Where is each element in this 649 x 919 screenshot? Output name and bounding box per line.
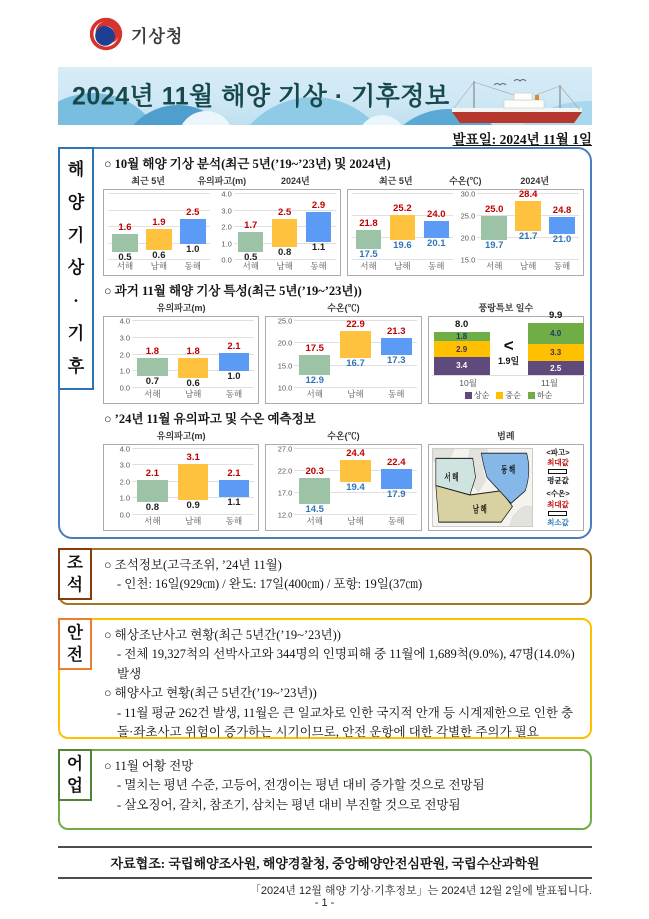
category-label: 남해 [150,261,168,272]
category-label: 남해 [347,515,364,526]
category-labels [477,260,579,273]
segment-상순: 3.4 [434,357,490,375]
south-sea-label: 남 해 [472,504,487,515]
next-issue-notice: 「2024년 12월 해양 기상·기후정보」는 2024년 12월 2일에 발표됩니다. [249,885,592,897]
axis-tick-label: 2.0 [119,477,130,487]
category-label: 서해 [485,261,503,272]
plot-area [294,318,416,387]
category-label: 동해 [553,261,571,272]
bar-max-value: 25.2 [393,203,412,215]
bar-min-value: 17.9 [387,488,406,500]
axis-tick-label: 27.0 [277,444,293,454]
category-label: 동해 [388,515,405,526]
stacked-bar-10월 [434,318,490,375]
bar-min-value: 21.0 [552,233,572,245]
bar-min-value: 0.7 [145,376,159,388]
bar-min-value: 0.9 [186,500,200,512]
group-label-left: 최근 5년 [378,176,413,186]
bar-max-value: 2.1 [145,468,159,480]
bar-min-value: 19.4 [346,482,365,494]
legend-item-하순 [528,390,552,401]
segment-하순: 4.0 [528,323,584,344]
range-bar-서해 [137,358,168,376]
range-bar-남해 [515,201,540,231]
chart-title-row [265,428,421,444]
segment-하순: 1.8 [434,332,490,341]
segment-상순: 2.5 [528,361,584,374]
stacked-bar-11월 [528,309,584,375]
category-label: 서해 [306,515,323,526]
axis-tick-label: 3.0 [119,333,130,343]
legend-title: 범례 [497,430,515,441]
chart-title-row [103,428,259,444]
axis-tick-label: 20.0 [277,338,293,348]
bar-max-value: 20.3 [305,466,324,478]
axis-tick-label: 10.0 [277,383,293,393]
axis-tick-label: 17.0 [277,488,293,498]
bar-min-value: 21.7 [518,230,538,242]
bar-min-value: 19.7 [484,239,504,251]
page-title: 2024년 11월 해양 기상 · 기후정보 [72,82,450,111]
chart-title-row [265,300,421,316]
category-label: 서해 [242,261,259,272]
stacked-legend [432,389,586,402]
chart-plot-box [265,444,421,531]
plot-area [234,194,336,264]
chart-title: 유의파고(m) [156,303,206,314]
category-label: 남해 [276,261,293,272]
segment-중순: 3.3 [528,344,584,361]
axis-tick-label: 2.0 [221,222,232,232]
bar-group [108,194,210,273]
legend-swatch-icon [496,392,503,399]
chart-past-temp [265,300,421,403]
comparison-column [494,337,524,375]
category-label: 동해 [388,388,405,399]
bar-min-value: 17.3 [387,355,406,367]
chart-title: 수온(℃) [449,176,482,186]
gridline [294,387,416,388]
category-label: 서해 [144,388,161,399]
axis-tick-label: 4.0 [119,444,130,454]
chart-title-row [103,173,341,189]
map-panel-box [428,444,584,531]
bar-max-value: 24.8 [552,205,572,216]
plot-area [108,194,210,264]
bar-max-value: 2.5 [278,206,292,218]
axis-tick-label: 12.0 [277,510,293,520]
stacked-total-label: 8.0 [455,318,469,330]
range-bar-남해 [390,215,415,240]
data-credit: 자료협조: 국립해양조사원, 해양경찰청, 중앙해양안전심판원, 국립수산과학원 [58,846,592,879]
bar-min-value: 17.5 [359,249,378,261]
group-label-right: 2024년 [280,176,310,186]
forecast-header: ○ ’24년 11월 유의파고 및 수온 예측정보 [104,411,316,426]
safety-bullet-2: ○ 해양사고 현황(최근 5년간(’19~’23년)) [104,686,317,701]
bar-max-value: 28.4 [518,189,538,201]
axis-tick-label: 1.0 [119,493,130,503]
label-char: 석 [67,574,83,594]
y-axis-ticks [108,444,132,520]
label-char: 양 [67,192,85,212]
fishery-content [60,751,590,821]
bar-max-value: 21.8 [359,218,378,230]
range-bar-동해 [424,221,449,238]
chart-title-row [347,173,585,189]
bar-max-value: 24.0 [427,208,446,220]
fishery-section-label [58,749,92,801]
range-bar-동해 [381,338,412,356]
chart-storm-advisory-days [428,300,584,403]
bar-group [294,449,416,528]
value-legend [536,448,580,527]
legend-swatch-icon [528,392,535,399]
bar-min-value: 20.1 [427,237,446,249]
bar-min-value: 14.5 [305,503,324,515]
bar-max-value: 1.8 [145,345,159,357]
tide-section [58,548,592,605]
safety-section-label [58,618,92,670]
category-label: 10월 [459,377,477,388]
y-axis-ticks [210,189,234,265]
group-label-right: 2024년 [520,176,550,186]
gridline [132,514,254,515]
segment-중순: 2.9 [434,341,490,356]
axis-tick-label: 3.0 [221,206,232,216]
chart-plot-box [103,316,259,403]
range-bar-서해 [299,355,330,375]
y-axis-ticks [453,189,477,265]
bar-group [294,318,416,400]
legend-label: 중순 [505,390,521,400]
temp-max-label: 최대값 [547,499,569,509]
chart-plot-box [103,189,341,276]
gridline [477,259,579,260]
bar-min-value: 0.8 [145,501,159,513]
category-label: 동해 [184,261,202,272]
tide-content [60,550,590,601]
safety-detail-1: - 전체 19,327척의 선박사고와 344명의 인명피해 중 11월에 1,689척(9.0%), 47명(14.0%) 발생 [117,647,575,681]
label-char: · [73,291,79,311]
stacked-bars-area [432,309,586,375]
korea-sea-map [432,448,533,527]
plot-area [294,449,416,515]
bar-min-value: 0.5 [244,252,258,264]
wave-avg-label: 평균값 [547,475,569,485]
bar-max-value: 1.7 [244,220,258,232]
safety-bullet-1: ○ 해상조난사고 현황(최근 5년간(’19~’23년)) [104,628,341,642]
range-bar-남해 [178,464,209,500]
range-bar-서해 [137,480,168,502]
fishery-line-2: - 살오징어, 갈치, 참조기, 삼치는 평년 대비 부진할 것으로 전망됨 [117,797,461,812]
label-char: 전 [67,644,83,664]
bar-max-value: 2.1 [227,340,241,352]
bar-group [352,194,454,273]
range-bar-남해 [340,460,371,482]
category-label: 동해 [225,515,243,526]
category-label: 남해 [184,515,202,526]
west-sea-label: 서 해 [444,471,459,483]
bar-max-value: 3.1 [186,451,200,463]
category-label: 서해 [144,515,161,526]
chart-row-forecast [102,428,585,534]
safety-content [60,620,590,748]
wave-max-label: 최대값 [547,458,569,468]
bar-max-value: 1.8 [186,345,200,357]
safety-detail-2: - 11월 평균 262건 발생, 11월은 큰 일교차로 인한 국지적 안개 등 시계제한으로 인한 충돌·좌초사고 위험이 증가하는 시기이므로, 안전 운항에 대한 각별한 주의가 필요 [117,705,574,739]
label-char: 상 [67,258,85,278]
legend-label: 하순 [536,390,553,400]
range-bar-동해 [219,353,250,371]
bar-max-value: 22.9 [346,318,365,330]
y-axis-ticks [108,316,132,393]
chart-plot-box [265,316,421,403]
gridline [132,320,254,321]
plot-area [352,194,454,260]
category-label: 서해 [116,261,134,272]
plot-area [132,449,254,515]
label-char: 후 [67,356,85,376]
bar-max-value: 2.1 [227,468,241,480]
analysis-header: ○ 10월 해양 기상 분석(최근 5년(’19~’23년) 및 2024년) [104,157,391,171]
wave-legend-header: <파고> [546,447,570,457]
bar-min-value: 19.6 [393,239,412,251]
legend-item-상순 [465,390,489,401]
axis-tick-label: 4.0 [221,189,232,199]
axis-tick-label: 0.0 [119,383,130,393]
bar-min-value: 0.8 [278,247,292,259]
category-labels [352,260,454,273]
category-label: 남해 [394,261,411,272]
bar-max-value: 24.4 [346,448,365,460]
bar-max-value: 2.9 [311,200,326,212]
bar-glyph-icon [548,511,567,516]
difference-label: 1.9일 [498,355,520,366]
range-bar-서해 [356,230,381,249]
stacked-total-label: 9.9 [549,309,563,321]
bar-min-value: 0.5 [118,252,132,264]
label-char: 어 [67,754,83,773]
y-axis-ticks [270,444,294,520]
range-bar-남해 [272,219,297,247]
temp-min-label: 최소값 [547,517,569,527]
y-axis [108,444,132,528]
temp-legend-header: <수온> [546,489,570,499]
chart-title-row [103,300,259,316]
fishery-line-1: - 멸치는 평년 수준, 고등어, 전갱이는 평년 대비 증가할 것으로 전망됨 [117,778,485,793]
category-label: 남해 [184,388,202,399]
past-header: ○ 과거 11월 해양 기상 특성(최근 5년(’19~’23년)) [104,284,362,299]
chart-title: 풍랑특보 일수 [478,303,534,314]
range-bar-동해 [219,480,250,497]
range-bar-동해 [306,212,331,242]
chart-forecast-wave [103,428,259,531]
less-than-sign: < [503,335,514,355]
chart-title: 유의파고(m) [197,176,247,186]
bar-min-value: 12.9 [305,374,324,386]
category-labels [132,388,254,401]
axis-tick-label: 0.0 [119,510,130,520]
agency-name: 기상청 [131,26,184,46]
axis-tick-label: 2.0 [119,350,130,359]
page-number: - 1 - [314,897,335,909]
axis-tick-label: 20.0 [460,233,476,243]
gridline [352,193,454,194]
chart-title: 수온(℃) [327,303,360,314]
legend-item-중순 [496,390,520,401]
gridline [132,448,254,449]
label-char: 조 [67,553,83,572]
bar-group [477,189,579,273]
map-panel-title [428,428,584,444]
bar-min-value: 1.1 [311,242,326,254]
y-axis [453,189,477,273]
bar-min-value: 1.0 [186,243,200,255]
release-date: 발표일: 2024년 11월 1일 [452,132,592,147]
range-bar-서해 [299,478,330,504]
marine-section-label [58,147,94,390]
label-char: 해 [67,160,85,179]
kma-logo-icon [88,16,124,52]
bar-min-value: 1.1 [227,496,241,508]
label-char: 안 [67,623,83,642]
fishery-section [58,749,592,830]
map-legend-panel [428,428,584,531]
marine-section [58,147,592,539]
bar-max-value: 2.5 [186,206,200,218]
gridline [234,193,336,194]
plot-area [477,189,579,260]
axis-tick-label: 3.0 [119,460,130,470]
category-label: 남해 [347,388,364,399]
y-axis-ticks [270,316,294,393]
chart-forecast-temp [265,428,421,531]
axis-tick-label: 25.0 [277,316,293,326]
marine-content [102,152,585,534]
label-char: 기 [67,323,85,343]
east-sea-label: 동 해 [500,464,515,476]
bar-max-value: 25.0 [484,204,504,216]
category-labels [294,388,416,401]
bar-min-value: 0.6 [152,250,166,262]
category-labels [294,515,416,528]
category-label: 동해 [310,261,327,272]
chart-october-wave [103,173,341,276]
tide-section-label [58,548,92,600]
y-axis [270,444,294,528]
tide-detail: - 인천: 16일(929㎝) / 완도: 17일(400㎝) / 포항: 19일(37㎝) [117,577,423,592]
chart-plot-box [428,309,584,403]
range-bar-동해 [549,217,574,234]
bar-max-value: 22.4 [387,457,406,468]
tide-bullet: ○ 조석정보(고극조위, ’24년 11월) [104,558,282,572]
axis-tick-label: 25.0 [460,211,476,221]
bar-glyph-icon [548,469,567,474]
range-bar-동해 [381,469,412,489]
label-char: 기 [67,225,85,245]
bar-min-value: 16.7 [346,358,365,370]
range-bar-서해 [238,232,263,252]
chart-plot-box [103,444,259,531]
chart-past-wave [103,300,259,403]
y-axis [210,189,234,273]
bar-min-value: 0.6 [186,377,200,389]
category-label: 서해 [306,388,323,399]
gridline [132,337,254,338]
category-label: 11월 [540,377,559,388]
group-label-left: 최근 5년 [131,176,165,186]
bar-max-value: 21.3 [387,325,406,337]
category-label: 동해 [428,261,445,272]
range-bar-동해 [180,219,205,244]
range-bar-서해 [481,216,506,239]
axis-tick-label: 22.0 [277,466,293,476]
bar-max-value: 17.5 [305,342,324,354]
axis-tick-label: 15.0 [460,255,476,265]
axis-tick-label: 4.0 [119,316,130,326]
axis-tick-label: 0.0 [221,255,232,265]
legend-swatch-icon [465,392,472,399]
axis-tick-label: 15.0 [277,361,293,371]
axis-tick-label: 1.0 [221,239,232,249]
axis-tick-label: 1.0 [119,366,130,376]
bar-max-value: 1.9 [152,216,166,228]
bar-max-value: 1.6 [118,221,132,233]
fishery-bullet: ○ 11월 어황 전망 [104,759,194,773]
category-label: 동해 [225,388,243,399]
plot-area [132,321,254,387]
safety-section [58,618,592,739]
category-label: 남해 [519,261,537,272]
chart-title: 유의파고(m) [156,430,206,441]
range-bar-서해 [112,234,137,252]
chart-row-november-past [102,300,585,406]
label-char: 업 [67,775,83,795]
legend-label: 상순 [473,390,490,400]
range-bar-남해 [340,331,371,358]
chart-title: 수온(℃) [327,430,360,441]
axis-tick-label: 30.0 [460,189,476,199]
kma-header [88,16,183,52]
bar-min-value: 1.0 [227,371,241,383]
title-banner [58,67,592,125]
y-axis [270,316,294,400]
bar-group [234,194,336,273]
ship-illustration [440,77,590,125]
bar-group [132,449,254,528]
bar-group [132,321,254,400]
chart-row-october [102,173,585,279]
y-axis [108,316,132,400]
range-bar-남해 [178,358,209,378]
range-bar-남해 [146,229,171,251]
category-label: 서해 [360,261,377,272]
chart-plot-box [347,189,585,276]
chart-october-temp [347,173,585,276]
gridline [108,193,210,194]
stacked-category-labels [432,376,586,389]
category-labels [132,515,254,528]
